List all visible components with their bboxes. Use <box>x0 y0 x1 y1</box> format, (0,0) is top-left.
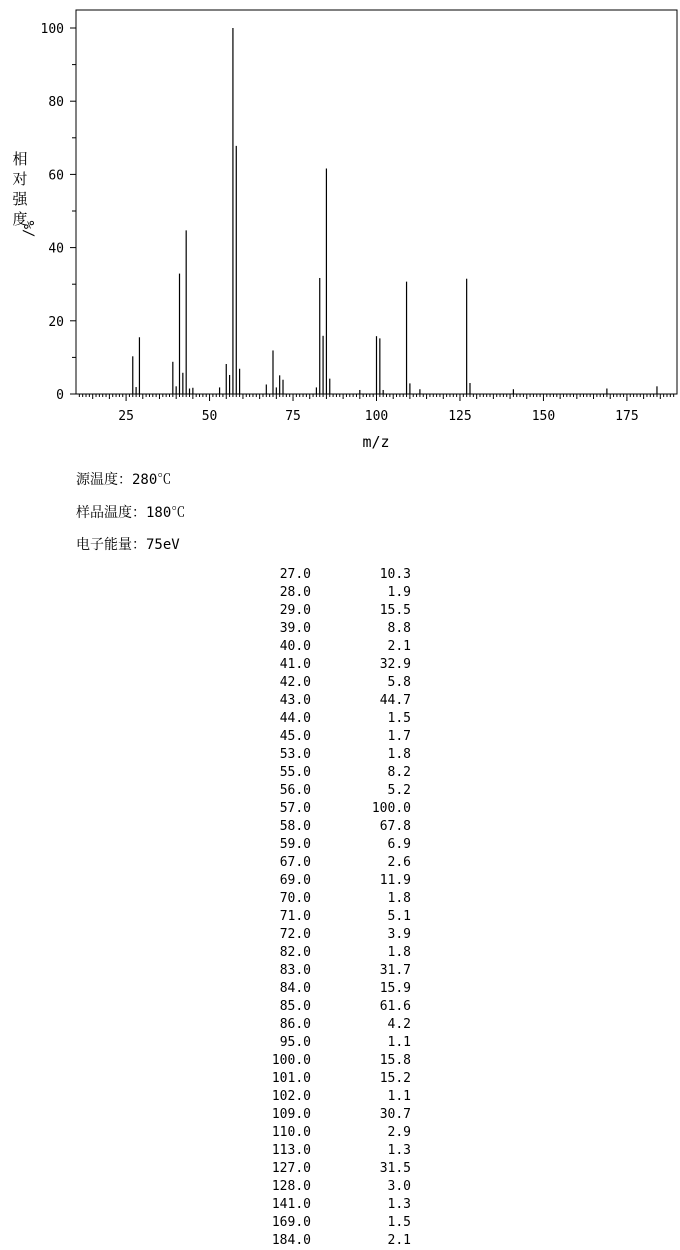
peak-intensity: 67.8 <box>379 819 411 834</box>
peak-intensity: 32.9 <box>379 657 411 672</box>
peak-mz: 85.0 <box>279 999 311 1014</box>
y-label-char: 相 <box>12 150 28 168</box>
table-row <box>250 1106 420 1124</box>
peak-intensity: 2.6 <box>387 855 411 870</box>
y-label-char: %/ <box>20 220 36 238</box>
x-tick-label: 75 <box>285 409 301 424</box>
peak-intensity: 1.3 <box>387 1197 411 1212</box>
peak-mz: 59.0 <box>279 837 311 852</box>
table-row <box>250 1160 420 1178</box>
y-tick-label: 60 <box>48 168 64 184</box>
table-row <box>250 1232 420 1250</box>
table-row <box>250 692 420 710</box>
peak-intensity: 15.9 <box>379 981 411 996</box>
peak-intensity: 30.7 <box>379 1107 411 1122</box>
table-row <box>250 1034 420 1052</box>
table-row <box>250 620 420 638</box>
peak-mz: 169.0 <box>271 1215 311 1230</box>
peak-intensity: 1.5 <box>387 711 411 726</box>
peak-mz: 53.0 <box>279 747 311 762</box>
peak-intensity: 44.7 <box>379 693 411 708</box>
peak-mz: 109.0 <box>271 1107 311 1122</box>
x-tick-label: 175 <box>615 409 639 424</box>
table-row <box>250 728 420 746</box>
peak-intensity: 100.0 <box>371 801 411 816</box>
table-row <box>250 764 420 782</box>
peak-mz: 44.0 <box>279 711 311 726</box>
peak-mz: 56.0 <box>279 783 311 798</box>
peak-intensity: 2.1 <box>387 639 411 654</box>
table-row <box>250 584 420 602</box>
peak-mz: 101.0 <box>271 1071 311 1086</box>
table-row <box>250 872 420 890</box>
table-row <box>250 818 420 836</box>
x-tick-label: 100 <box>364 409 389 424</box>
peak-table <box>250 566 420 1250</box>
peak-intensity: 10.3 <box>379 567 411 582</box>
table-row <box>250 926 420 944</box>
peak-mz: 113.0 <box>271 1143 311 1158</box>
table-row <box>250 854 420 872</box>
peak-intensity: 4.2 <box>387 1017 411 1032</box>
table-row <box>250 674 420 692</box>
peak-mz: 41.0 <box>279 657 311 672</box>
y-axis-label <box>12 150 36 237</box>
table-row <box>250 782 420 800</box>
peak-mz: 102.0 <box>271 1089 311 1104</box>
peak-mz: 141.0 <box>271 1197 311 1212</box>
peak-intensity: 1.1 <box>387 1089 411 1104</box>
table-row <box>250 1124 420 1142</box>
peak-intensity: 6.9 <box>387 837 411 852</box>
peak-intensity: 15.8 <box>379 1053 411 1068</box>
peak-mz: 95.0 <box>279 1035 311 1050</box>
peak-mz: 67.0 <box>279 855 311 870</box>
table-row <box>250 656 420 674</box>
peak-mz: 57.0 <box>279 801 311 816</box>
table-row <box>250 1196 420 1214</box>
peak-mz: 71.0 <box>279 909 311 924</box>
peak-intensity: 1.8 <box>387 747 411 762</box>
peak-mz: 70.0 <box>279 891 311 906</box>
table-row <box>250 980 420 998</box>
spectrum-peaks <box>133 28 657 394</box>
peak-intensity: 1.5 <box>387 1215 411 1230</box>
peak-mz: 83.0 <box>279 963 311 978</box>
peak-mz: 29.0 <box>279 603 311 618</box>
peak-intensity: 5.1 <box>387 909 411 924</box>
peak-mz: 43.0 <box>279 693 311 708</box>
peak-mz: 110.0 <box>271 1125 311 1140</box>
table-row <box>250 800 420 818</box>
peak-intensity: 2.9 <box>387 1125 411 1140</box>
peak-mz: 45.0 <box>279 729 311 744</box>
peak-intensity: 8.2 <box>387 765 411 780</box>
x-tick-label: 25 <box>118 409 134 424</box>
table-row <box>250 962 420 980</box>
table-row <box>250 710 420 728</box>
table-row <box>250 1052 420 1070</box>
table-row <box>250 836 420 854</box>
table-row <box>250 1016 420 1034</box>
peak-intensity: 3.0 <box>387 1179 411 1194</box>
peak-intensity: 1.3 <box>387 1143 411 1158</box>
peak-mz: 69.0 <box>279 873 311 888</box>
peak-intensity: 15.5 <box>379 603 411 618</box>
peak-intensity: 1.8 <box>387 945 411 960</box>
y-tick-label: 80 <box>48 95 64 111</box>
y-axis-ticks <box>41 22 76 403</box>
peak-mz: 27.0 <box>279 567 311 582</box>
x-tick-label: 50 <box>201 409 218 424</box>
peak-mz: 40.0 <box>279 639 311 654</box>
peak-mz: 100.0 <box>271 1053 311 1068</box>
table-row <box>250 1214 420 1232</box>
table-row <box>250 566 420 584</box>
peak-intensity: 5.8 <box>387 675 411 690</box>
peak-mz: 55.0 <box>279 765 311 780</box>
peak-intensity: 15.2 <box>379 1071 411 1086</box>
table-row <box>250 746 420 764</box>
peak-intensity: 1.1 <box>387 1035 411 1050</box>
y-tick-label: 40 <box>48 241 64 257</box>
x-axis-label: m/z <box>362 433 390 451</box>
y-tick-label: 20 <box>48 314 64 330</box>
peak-intensity: 61.6 <box>379 999 411 1014</box>
source-temperature: 源温度：280℃ <box>76 472 172 488</box>
table-row <box>250 944 420 962</box>
peak-mz: 42.0 <box>279 675 311 690</box>
mass-spectrum-chart <box>0 0 680 460</box>
peak-mz: 82.0 <box>279 945 311 960</box>
x-minor-ticks <box>79 394 673 401</box>
peak-intensity: 3.9 <box>387 927 411 942</box>
peak-mz: 58.0 <box>279 819 311 834</box>
peak-intensity: 1.8 <box>387 891 411 906</box>
electron-energy: 电子能量：75eV <box>76 537 180 553</box>
peak-mz: 39.0 <box>279 621 311 636</box>
table-row <box>250 908 420 926</box>
peak-mz: 28.0 <box>279 585 311 600</box>
peak-intensity: 31.5 <box>379 1161 411 1176</box>
y-label-char: 对 <box>12 170 28 188</box>
table-row <box>250 602 420 620</box>
x-axis-ticks <box>118 409 638 424</box>
table-row <box>250 1178 420 1196</box>
table-row <box>250 1070 420 1088</box>
peak-mz: 184.0 <box>271 1233 311 1248</box>
peak-intensity: 2.1 <box>387 1233 411 1248</box>
y-label-char: 度 <box>12 210 28 228</box>
sample-temperature: 样品温度：180℃ <box>76 505 186 521</box>
x-tick-label: 125 <box>448 409 472 424</box>
table-row <box>250 998 420 1016</box>
table-row <box>250 638 420 656</box>
peak-mz: 72.0 <box>279 927 311 942</box>
peak-intensity: 8.8 <box>387 621 411 636</box>
peak-mz: 84.0 <box>279 981 311 996</box>
peak-intensity: 1.7 <box>387 729 411 744</box>
x-tick-label: 150 <box>531 409 556 424</box>
peak-mz: 86.0 <box>279 1017 311 1032</box>
table-row <box>250 1142 420 1160</box>
peak-intensity: 5.2 <box>387 783 411 798</box>
table-row <box>250 890 420 908</box>
peak-intensity: 31.7 <box>379 963 411 978</box>
peak-mz: 127.0 <box>271 1161 311 1176</box>
peak-intensity: 11.9 <box>379 873 411 888</box>
peak-mz: 128.0 <box>271 1179 311 1194</box>
y-tick-label: 0 <box>56 388 64 403</box>
peak-intensity: 1.9 <box>387 585 411 600</box>
y-tick-label: 100 <box>40 22 64 37</box>
y-label-char: 强 <box>12 190 28 208</box>
table-row <box>250 1088 420 1106</box>
